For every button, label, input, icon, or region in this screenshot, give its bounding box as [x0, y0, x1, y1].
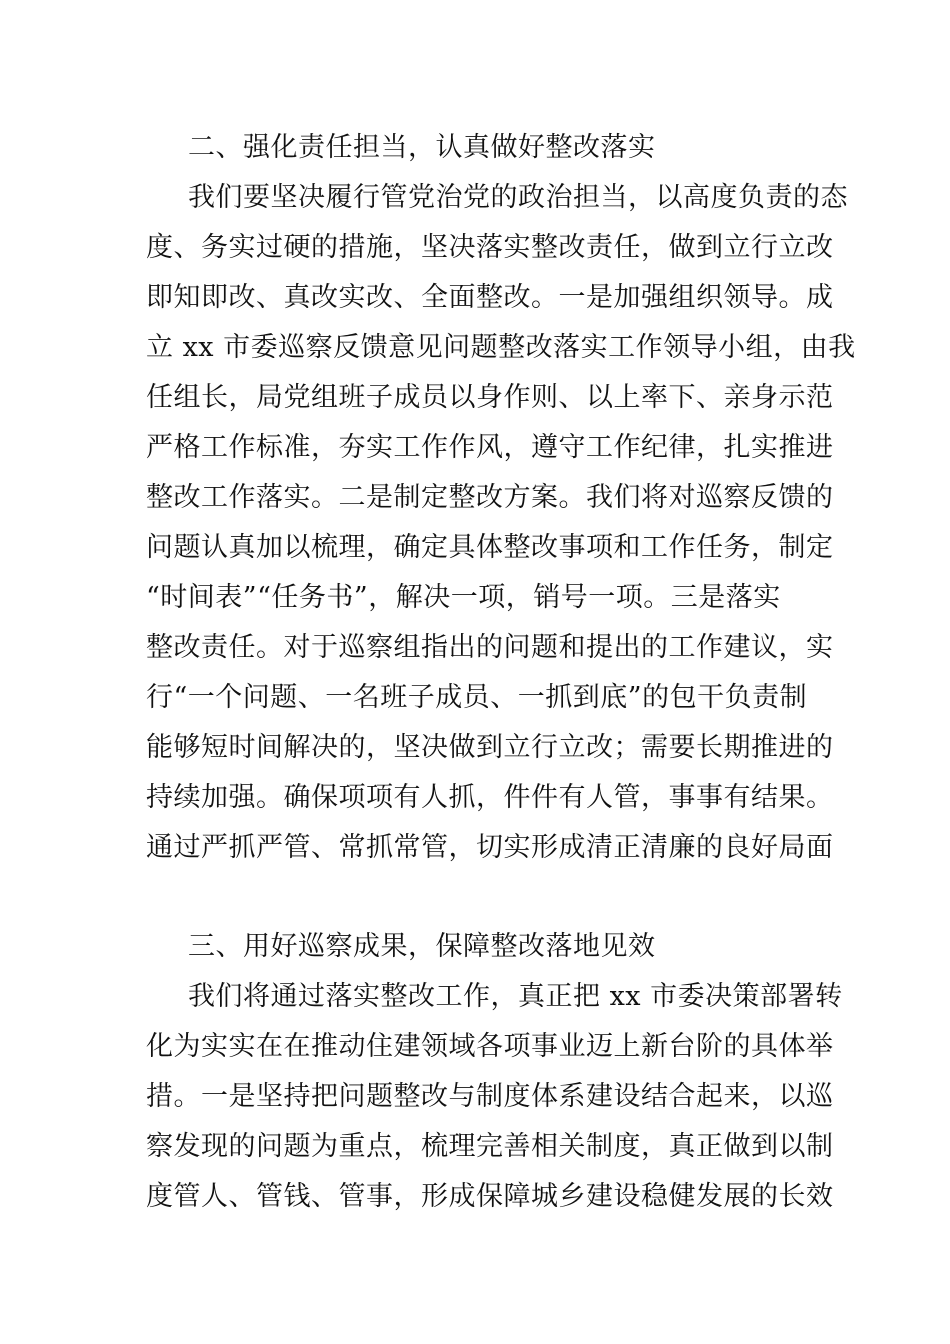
paragraph-line: 整改责任。对于巡察组指出的问题和提出的工作建议，实: [146, 632, 834, 663]
paragraph-line: 化为实实在在推动住建领域各项事业迈上新台阶的具体举: [146, 1031, 834, 1062]
paragraph-line: 严格工作标准，夯实工作作风，遵守工作纪律，扎实推进: [146, 432, 834, 463]
paragraph-line: 立 xx 市委巡察反馈意见问题整改落实工作领导小组，由我: [146, 332, 856, 363]
paragraph-line: 我们要坚决履行管党治党的政治担当，以高度负责的态: [188, 182, 848, 213]
paragraph-line: 整改工作落实。二是制定整改方案。我们将对巡察反馈的: [146, 482, 834, 513]
section-2-heading: 二、强化责任担当，认真做好整改落实: [188, 132, 656, 163]
paragraph-line: “时间表”“任务书”，解决一项，销号一项。三是落实: [146, 582, 781, 613]
section-3-heading: 三、用好巡察成果，保障整改落地见效: [188, 931, 656, 962]
paragraph-line: 度管人、管钱、管事，形成保障城乡建设稳健发展的长效: [146, 1181, 834, 1212]
paragraph-line: 措。一是坚持把问题整改与制度体系建设结合起来，以巡: [146, 1081, 834, 1112]
paragraph-line: 能够短时间解决的，坚决做到立行立改；需要长期推进的: [146, 732, 834, 763]
paragraph-line: 持续加强。确保项项有人抓，件件有人管，事事有结果。: [146, 782, 834, 813]
paragraph-line: 任组长，局党组班子成员以身作则、以上率下、亲身示范: [146, 382, 834, 413]
paragraph-line: 我们将通过落实整改工作，真正把 xx 市委决策部署转: [188, 981, 843, 1012]
paragraph-line: 度、务实过硬的措施，坚决落实整改责任，做到立行立改: [146, 232, 834, 263]
paragraph-line: 问题认真加以梳理，确定具体整改事项和工作任务，制定: [146, 532, 834, 563]
paragraph-line: 通过严抓严管、常抓常管，切实形成清正清廉的良好局面: [146, 832, 834, 863]
paragraph-line: 行“一个问题、一名班子成员、一抓到底”的包干负责制: [146, 682, 808, 713]
paragraph-line: 即知即改、真改实改、全面整改。一是加强组织领导。成: [146, 282, 834, 313]
paragraph-line: 察发现的问题为重点，梳理完善相关制度，真正做到以制: [146, 1131, 834, 1162]
